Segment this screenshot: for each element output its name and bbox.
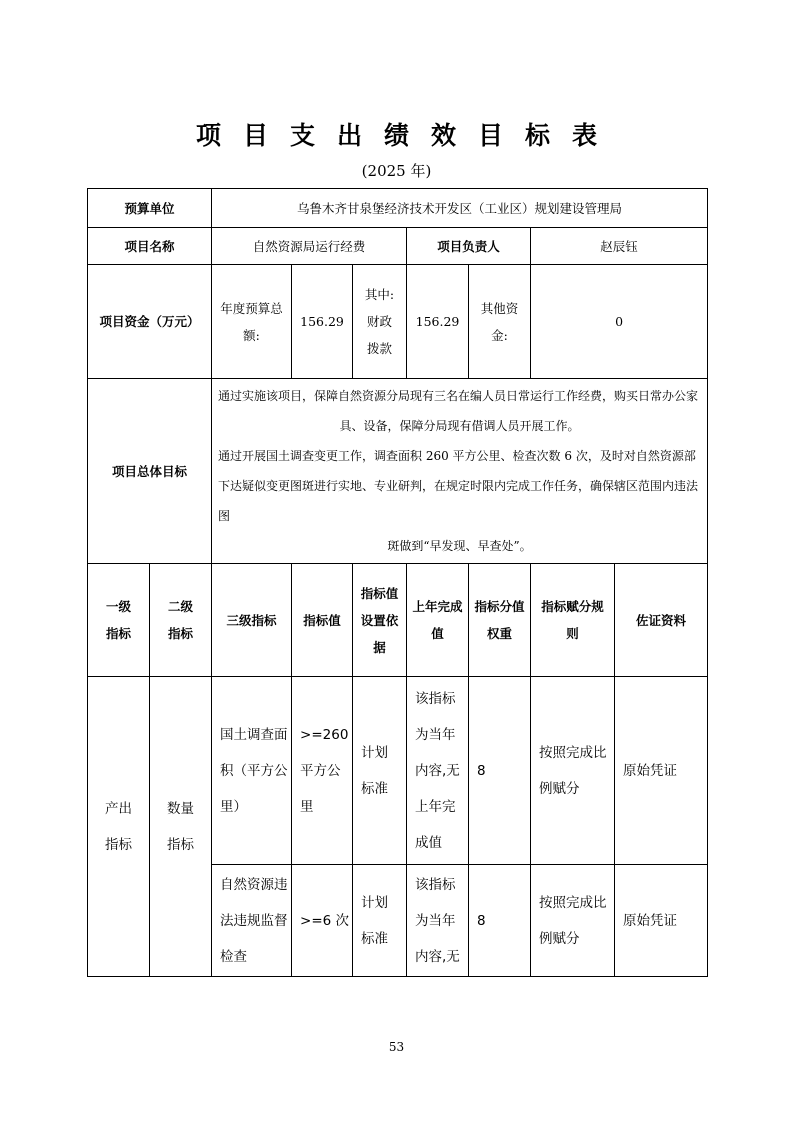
goal-row xyxy=(88,379,708,564)
funds-fiscal-value: 156.29 xyxy=(407,265,469,379)
header-rule: 指标赋分规则 xyxy=(531,564,615,677)
goal-label: 项目总体目标 xyxy=(88,379,212,564)
funds-total-label: 年度预算总额: xyxy=(212,265,292,379)
indicator-basis: 计划标准 xyxy=(353,865,407,977)
header-basis: 指标值设置依据 xyxy=(353,564,407,677)
funds-label: 项目资金（万元） xyxy=(88,265,212,379)
project-name-label: 项目名称 xyxy=(88,228,212,265)
indicator-basis: 计划标准 xyxy=(353,677,407,865)
goal-text xyxy=(212,379,708,564)
indicator-header-row xyxy=(88,564,708,677)
indicator-evidence: 原始凭证 xyxy=(615,865,708,977)
level1-indicator: 产出指标 xyxy=(88,677,150,977)
funds-fiscal-label: 其中:财政拨款 xyxy=(353,265,407,379)
header-level1: 一级指标 xyxy=(88,564,150,677)
budget-unit-value: 乌鲁木齐甘泉堡经济技术开发区（工业区）规划建设管理局 xyxy=(212,189,708,228)
indicator-last-year: 该指标为当年内容,无上年完成值 xyxy=(407,677,469,865)
page-subtitle: (2025 年) xyxy=(361,162,432,180)
project-name-value: 自然资源局运行经费 xyxy=(212,228,407,265)
page-title: 项目支出绩效目标表 xyxy=(195,121,619,150)
project-owner-value: 赵辰钰 xyxy=(531,228,708,265)
header-level2: 二级指标 xyxy=(150,564,212,677)
header-level3: 三级指标 xyxy=(212,564,292,677)
header-last-year: 上年完成值 xyxy=(407,564,469,677)
level2-indicator: 数量指标 xyxy=(150,677,212,977)
indicator-row-1 xyxy=(88,677,708,865)
goal-paragraph-1-end: 具、设备，保障分局现有借调人员开展工作。 xyxy=(339,419,580,433)
funds-other-label: 其他资金: xyxy=(469,265,531,379)
funds-total-value: 156.29 xyxy=(292,265,353,379)
goal-paragraph-2-end: 斑做到“早发现、早查处”。 xyxy=(387,539,532,553)
goal-paragraph-1: 通过实施该项目，保障自然资源分局现有三名在编人员日常运行工作经费，购买日常办公家 xyxy=(218,389,699,403)
project-owner-label: 项目负责人 xyxy=(407,228,531,265)
level3-indicator: 国土调查面积（平方公里） xyxy=(212,677,292,865)
indicator-value: >=6 次 xyxy=(292,865,353,977)
level3-indicator: 自然资源违法违规监督检查 xyxy=(212,865,292,977)
indicator-rule: 按照完成比例赋分 xyxy=(531,865,615,977)
page-number: 53 xyxy=(388,1040,405,1054)
indicator-rule: 按照完成比例赋分 xyxy=(531,677,615,865)
funds-row xyxy=(88,265,708,379)
budget-unit-label: 预算单位 xyxy=(88,189,212,228)
indicator-weight: 8 xyxy=(469,677,531,865)
indicator-weight: 8 xyxy=(469,865,531,977)
funds-other-value: 0 xyxy=(531,265,708,379)
performance-table xyxy=(87,188,708,977)
project-name-row xyxy=(88,228,708,265)
budget-unit-row xyxy=(88,189,708,228)
indicator-value: >=260 平方公里 xyxy=(292,677,353,865)
goal-paragraph-2: 通过开展国土调查变更工作，调查面积 260 平方公里、检查次数 6 次，及时对自然资源部下达疑似变更图斑进行实地、专业研判，在规定时限内完成工作任务，确保辖区范围内违法图 xyxy=(218,449,699,523)
header-weight: 指标分值权重 xyxy=(469,564,531,677)
header-evidence: 佐证资料 xyxy=(615,564,708,677)
indicator-evidence: 原始凭证 xyxy=(615,677,708,865)
header-value: 指标值 xyxy=(292,564,353,677)
indicator-last-year: 该指标为当年内容,无 xyxy=(407,865,469,977)
